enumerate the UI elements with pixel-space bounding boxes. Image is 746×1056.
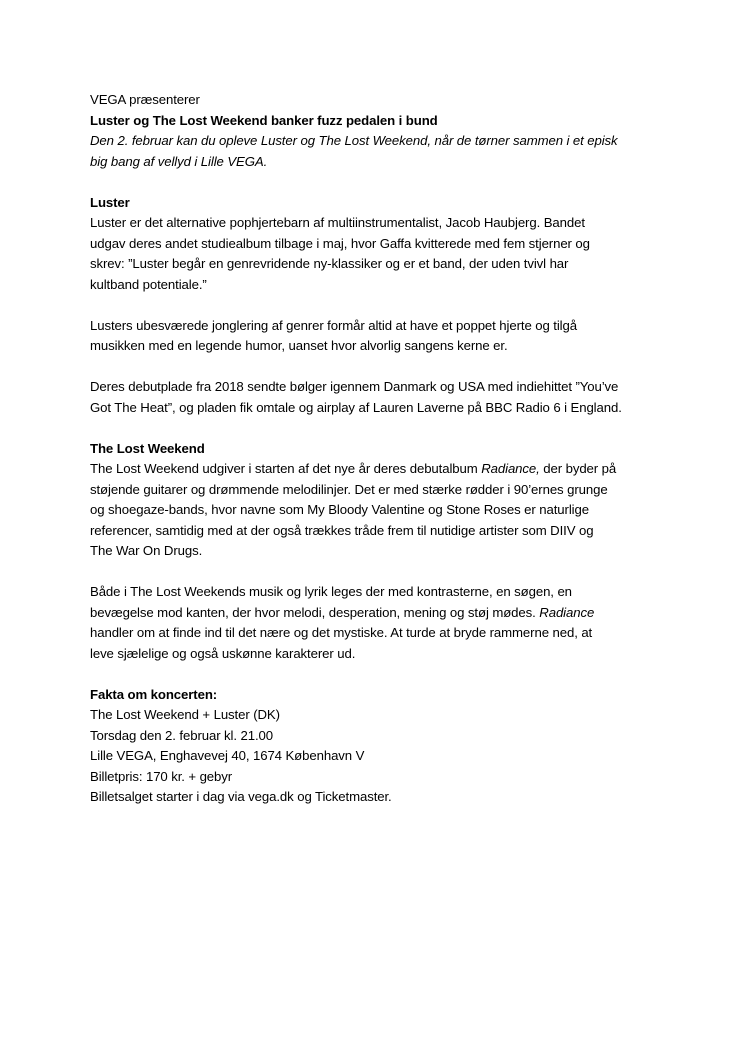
lost-weekend-p2-line-3: handler om at finde ind til det nære og det mystiske. At turde at bryde rammerne ned, at <box>90 625 593 640</box>
luster-p1-line-4: kultband potentiale.” <box>90 276 207 292</box>
spacer <box>90 295 660 316</box>
spacer <box>90 357 660 378</box>
lost-weekend-p2-line-4: leve sjælelige og også uskønne karakterer ud. <box>90 645 356 661</box>
luster-p1-line-3: skrev: ”Luster begår en genrevridende ny-klassiker og er et band, der uden tvivl har <box>90 256 569 271</box>
spacer <box>90 664 660 685</box>
intro-label: VEGA præsenterer <box>90 92 200 107</box>
luster-p2-line-1: Lusters ubesværede jonglering af genrer formår altid at have et poppet hjerte og tilgå <box>90 317 577 333</box>
album-title: Radiance <box>539 604 595 620</box>
section-heading-luster: Luster <box>90 194 130 210</box>
luster-p1-line-2: udgav deres andet studiealbum tilbage i maj, hvor Gaffa kvitterede med fem stjerner og <box>90 235 590 251</box>
facts-line-3: Lille VEGA, Enghavevej 40, 1674 København V <box>90 748 365 763</box>
lede-line-1: Den 2. februar kan du opleve Luster og The Lost Weekend, når de tørner sammen i et episk <box>90 133 618 148</box>
lost-weekend-p2-line-1: Både i The Lost Weekends musik og lyrik leges der med kontrasterne, en søgen, en <box>90 584 572 599</box>
luster-p2-line-2: musikken med en legende humor, uanset hvor alvorlig sangens kerne er. <box>90 338 508 353</box>
lost-weekend-p2-line-2 <box>90 603 660 624</box>
text-run: bevægelse mod kanten, der hvor melodi, desperation, mening og støj mødes. <box>90 604 540 620</box>
spacer <box>90 562 660 583</box>
text-run: der byder på <box>539 461 617 476</box>
facts-line-4: Billetpris: 170 kr. + gebyr <box>90 768 233 784</box>
luster-p3-line-2: Got The Heat”, og pladen fik omtale og airplay af Lauren Laverne på BBC Radio 6 i England. <box>90 399 622 415</box>
lost-weekend-p1-line-5: The War On Drugs. <box>90 543 203 558</box>
spacer <box>90 172 660 193</box>
luster-p1-line-1: Luster er det alternative pophjertebarn af multiinstrumentalist, Jacob Haubjerg. Bandet <box>90 215 585 230</box>
text-run: The Lost Weekend udgiver i starten af det nye år deres debutalbum <box>90 461 482 476</box>
lede-line-2: big bang af vellyd i Lille VEGA. <box>90 153 268 169</box>
lost-weekend-p1-line-2: støjende guitarer og drømmende melodilinjer. Det er med stærke rødder i 90’ernes grunge <box>90 481 608 497</box>
facts-line-2: Torsdag den 2. februar kl. 21.00 <box>90 727 274 743</box>
spacer <box>90 418 660 439</box>
document-page <box>90 90 660 808</box>
luster-p3-line-1: Deres debutplade fra 2018 sendte bølger igennem Danmark og USA med indiehittet ”You’ve <box>90 379 619 394</box>
lost-weekend-p1-line-4: referencer, samtidig med at der også trækkes tråde frem til nutidige artister som DIIV og <box>90 522 594 538</box>
album-title: Radiance, <box>481 461 540 476</box>
lost-weekend-p1-line-3: og shoegaze-bands, hvor navne som My Bloody Valentine og Stone Roses er naturlige <box>90 502 589 517</box>
section-heading-facts: Fakta om koncerten: <box>90 686 218 702</box>
facts-line-5: Billetsalget starter i dag via vega.dk og Ticketmaster. <box>90 789 392 804</box>
headline: Luster og The Lost Weekend banker fuzz pedalen i bund <box>90 112 438 128</box>
facts-line-1: The Lost Weekend + Luster (DK) <box>90 707 280 722</box>
section-heading-lost-weekend: The Lost Weekend <box>90 440 205 456</box>
lost-weekend-p1-line-1 <box>90 459 660 480</box>
